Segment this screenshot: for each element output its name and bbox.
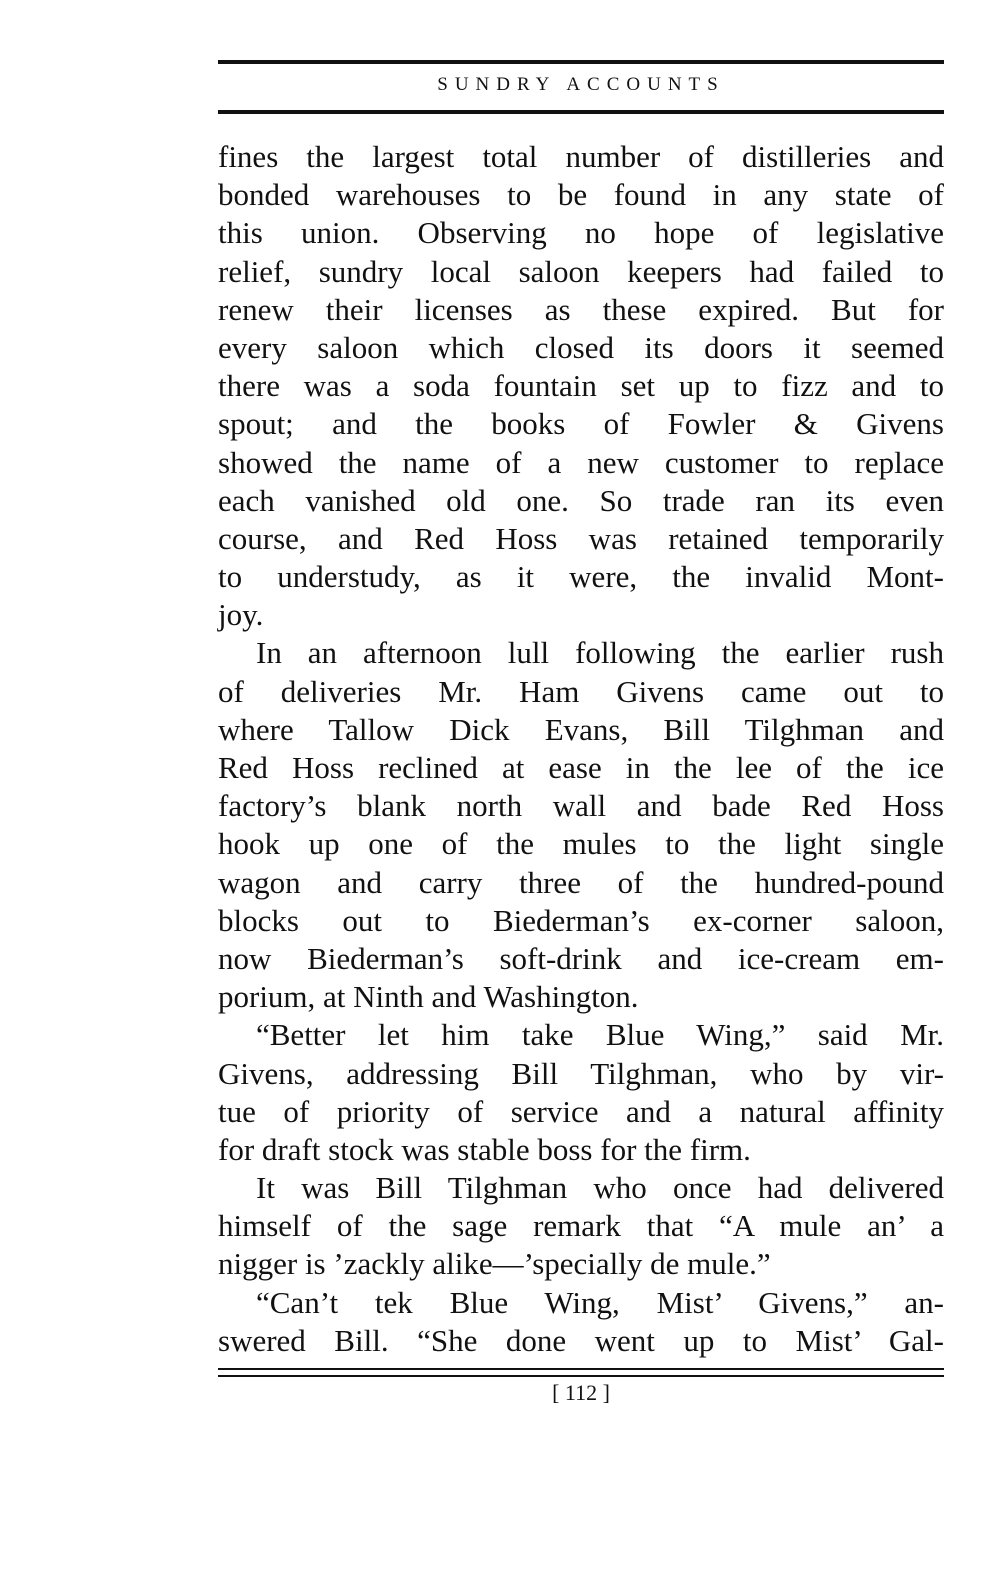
- text-line: It was Bill Tilghman who once had delivered: [256, 1170, 944, 1206]
- text-line: there was a soda fountain set up to fizz and to: [218, 368, 944, 404]
- text-line: nigger is ’zackly alike—’specially de mule.”: [218, 1246, 771, 1282]
- text-line: tue of priority of service and a natural affinity: [218, 1093, 944, 1129]
- footer-rule-top: [218, 1368, 944, 1370]
- text-line: to understudy, as it were, the invalid Mont-: [218, 559, 944, 595]
- text-line: spout; and the books of Fowler & Givens: [218, 406, 944, 442]
- text-line: relief, sundry local saloon keepers had failed to: [218, 253, 944, 289]
- text-line: course, and Red Hoss was retained temporarily: [218, 520, 944, 556]
- text-line: renew their licenses as these expired. But for: [218, 291, 944, 327]
- text-line: bonded warehouses to be found in any state of: [218, 177, 944, 213]
- text-line: porium, at Ninth and Washington.: [218, 979, 639, 1015]
- text-line: joy.: [218, 597, 264, 633]
- text-line: every saloon which closed its doors it seemed: [218, 329, 944, 365]
- text-line: for draft stock was stable boss for the firm.: [218, 1131, 751, 1167]
- text-line: “Can’t tek Blue Wing, Mist’ Givens,” an-: [256, 1284, 944, 1320]
- text-line: blocks out to Biederman’s ex-corner saloon,: [218, 902, 944, 938]
- footer-rule-bottom: [218, 1375, 944, 1377]
- text-line: swered Bill. “She done went up to Mist’ Gal-: [218, 1322, 944, 1358]
- text-line: Red Hoss reclined at ease in the lee of the ice: [218, 750, 944, 785]
- text-line: Givens, addressing Bill Tilghman, who by vir-: [218, 1055, 944, 1091]
- text-line: In an afternoon lull following the earlier rush: [256, 635, 944, 671]
- text-line: each vanished old one. So trade ran its even: [218, 482, 944, 518]
- text-line: where Tallow Dick Evans, Bill Tilghman and: [218, 711, 944, 747]
- page-number: [ 112 ]: [552, 1380, 610, 1405]
- text-line: “Better let him take Blue Wing,” said Mr.: [256, 1017, 944, 1053]
- running-head: SUNDRY ACCOUNTS: [437, 74, 725, 95]
- body-text: [218, 138, 944, 1360]
- text-line: fines the largest total number of distilleries and: [218, 139, 944, 174]
- text-line: hook up one of the mules to the light single: [218, 826, 944, 862]
- text-line: factory’s blank north wall and bade Red Hoss: [218, 788, 944, 824]
- text-line: showed the name of a new customer to replace: [218, 444, 944, 480]
- text-line: now Biederman’s soft-drink and ice-cream em-: [218, 940, 944, 976]
- text-line: wagon and carry three of the hundred-pound: [218, 864, 944, 900]
- text-line: of deliveries Mr. Ham Givens came out to: [218, 673, 944, 709]
- header-rule: [218, 110, 944, 114]
- text-line: this union. Observing no hope of legislative: [218, 215, 944, 251]
- book-page: [218, 60, 944, 1460]
- top-rule: [218, 60, 944, 64]
- text-line: himself of the sage remark that “A mule an’ a: [218, 1208, 944, 1244]
